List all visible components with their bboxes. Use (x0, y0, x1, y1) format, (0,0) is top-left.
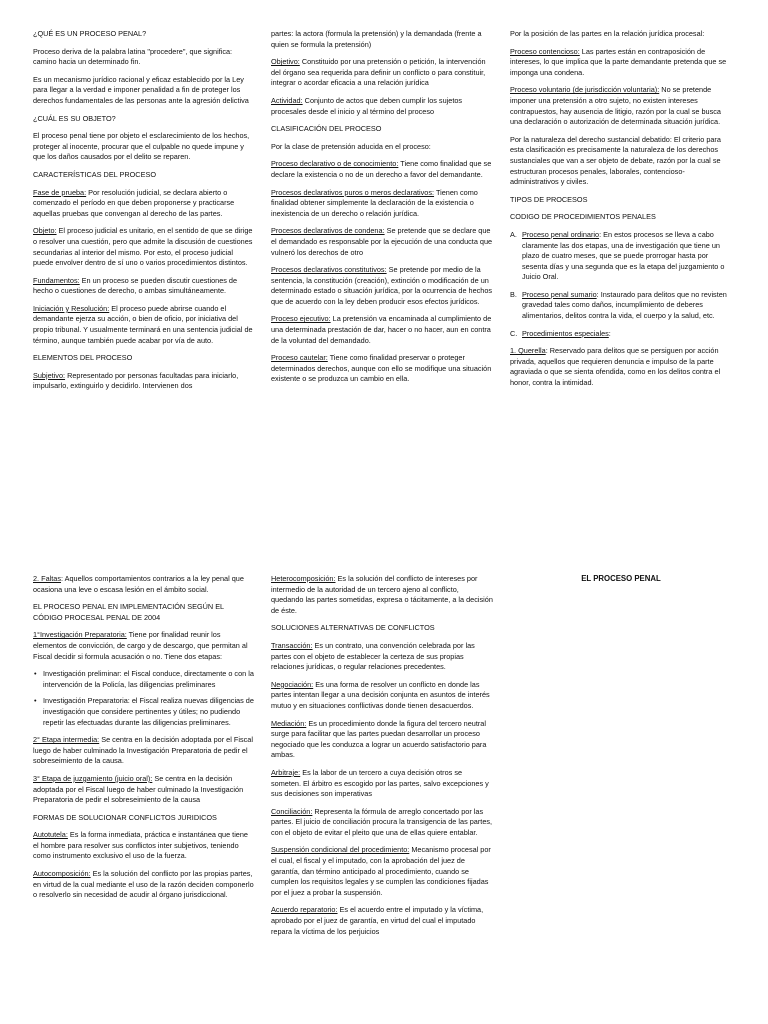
section-heading: ELEMENTOS DEL PROCESO (33, 353, 133, 363)
lettered-list (510, 230, 732, 339)
term-label: 1°Investigación Preparatoria: (33, 630, 127, 640)
term-definition: : Reservado para delitos que se persiguen por acción privada, aquellos que requieren denuncia e impulso de la parte agraviada o que se sienta ofendida, como en los delitos contra el honor, contra la intimidad. (510, 346, 721, 388)
labeled-paragraph (271, 574, 493, 616)
labeled-paragraph (33, 830, 255, 862)
labeled-paragraph (271, 641, 493, 673)
labeled-paragraph (271, 265, 493, 307)
term-definition: Se pretende que se declare que el demandado es responsable por la ejecución de una conducta que vulneró los derechos de otro (271, 226, 493, 257)
labeled-paragraph (271, 159, 493, 180)
section-heading: EL PROCESO PENAL EN IMPLEMENTACIÓN SEGÚN EL CÓDIGO PROCESAL PENAL DE 2004 (33, 602, 224, 622)
term-definition: Tiene por finalidad reunir los elementos de convicción, de cargo y de descargo, que permitan al Fiscal decidir si formula acusación o no. Tiene dos etapas: (33, 630, 248, 661)
labeled-paragraph (33, 774, 255, 806)
labeled-paragraph (271, 96, 493, 117)
list-item (510, 328, 732, 340)
term-definition: Por resolución judicial, se declara abierto o comenzado el período en que deben proponerse y practicarse aquellas pruebas que convengan al derecho de las partes. (33, 187, 235, 218)
term-label: Autocomposición: (33, 869, 91, 879)
section-heading: CARACTERÍSTICAS DEL PROCESO (33, 169, 156, 179)
term-label: Procesos declarativos constitutivos: (271, 265, 387, 275)
term-definition: Es un procedimiento donde la figura del tercero neutral surge para facilitar que las partes puedan desarrollar un proceso negociado que les conduzca a lograr un acuerdo satisfactorio para ambas. (271, 718, 487, 760)
labeled-paragraph (510, 85, 732, 127)
labeled-paragraph (33, 869, 255, 901)
term-definition: En un proceso se pueden discutir cuestiones de hecho o cuestiones de derecho, o ambas simultáneamente. (33, 275, 238, 296)
labeled-paragraph (33, 188, 255, 220)
section-heading: TIPOS DE PROCESOS (510, 194, 588, 204)
labeled-paragraph (510, 47, 732, 79)
term-definition: Representa la fórmula de arreglo concertado por las partes. El juicio de conciliación procura la transigencia de las partes, con el objeto de evitar el pleito que una de ellas quiere entablar. (271, 806, 493, 837)
labeled-paragraph (271, 768, 493, 800)
term-label: Transacción: (271, 640, 313, 650)
term-label: Proceso declarativo o de conocimiento: (271, 159, 399, 169)
term-label: Objetivo: (271, 57, 300, 67)
term-definition: Tiene como finalidad preservar o proteger determinados derechos, aunque con ello se modifique una situación existente o se produzca un cambio en ella. (271, 353, 492, 384)
labeled-paragraph (33, 735, 255, 767)
term-label: Procesos declarativos de condena: (271, 226, 385, 236)
term-label: Proceso ejecutivo: (271, 314, 331, 324)
labeled-paragraph (33, 304, 255, 346)
term-label: Autotutela: (33, 830, 68, 840)
labeled-paragraph (33, 574, 255, 595)
term-definition: Las partes están en contraposición de intereses, lo que implica que la parte demandante pretenda que se imponga una condena. (510, 46, 727, 77)
labeled-paragraph (271, 905, 493, 937)
labeled-paragraph (271, 807, 493, 839)
column-1 (33, 574, 255, 908)
term-definition: : En estos procesos se lleva a cabo claramente las dos etapas, una de investigación que tiene un plazo de cuatro meses, que se puede prorrogar hasta por sesenta días y una segunda que es la etapa del juzgamiento o Juicio Oral. (522, 229, 725, 282)
list-item (510, 229, 732, 283)
term-definition: Conjunto de actos que deben cumplir los sujetos procesales desde el inicio y al término del proceso (271, 95, 463, 116)
labeled-paragraph (271, 188, 493, 220)
term-definition: No se pretende imponer una pretensión a otro sujeto, no existen intereses contrapuestos, hay ausencia de litigio, razón por la cual se busca una declaración o autorización de determinada situación jurídica. (510, 85, 721, 127)
term-definition: El proceso puede abrirse cuando el demandante ejerza su acción, o bien de oficio, por iniciativa del propio tribunal. Y usualmente terminará en una sentencia judicial de término, aunque también puede acabar por vía de auto. (33, 303, 253, 345)
paragraph: Es un mecanismo jurídico racional y eficaz establecido por la Ley para llegar a la verdad e imponer penalidad a fin de proteger los derechos fundamentales de las personas ante la agresión delictiva (33, 74, 249, 105)
paragraph: El proceso penal tiene por objeto el esclarecimiento de los hechos, proteger al inocente, procurar que el culpable no quede impune y que los daños causados por el delito se reparen. (33, 131, 250, 162)
paragraph: Por la naturaleza del derecho sustancial debatido: El criterio para esta clasificación es precisamente la naturaleza de los derechos sustanciales que van a ser objeto de debate, razón por la cual se estructuran procesos penales, laborales, contencioso-administrativos y civiles. (510, 134, 721, 187)
term-label: Proceso penal ordinario (522, 229, 600, 239)
term-definition: Es la labor de un tercero a cuya decisión otros se someten. El árbitro es escogido por las partes, salvo excepciones y sus decisiones son imperativas (271, 767, 489, 799)
document-title: EL PROCESO PENAL (581, 574, 661, 583)
term-label: Procesos declarativos puros o meros declarativos: (271, 187, 435, 197)
column-2 (271, 29, 493, 392)
labeled-paragraph (271, 353, 493, 385)
term-label: Negociación: (271, 679, 314, 689)
term-definition: La pretensión va encaminada al cumplimiento de una determinada prestación de dar, hacer o no hacer, aun en contra de la voluntad del demandado. (271, 314, 492, 345)
paragraph: Por la posición de las partes en la relación jurídica procesal: (510, 29, 705, 38)
term-label: Arbitraje: (271, 767, 301, 777)
labeled-paragraph (271, 719, 493, 761)
section-heading: SOLUCIONES ALTERNATIVAS DE CONFLICTOS (271, 623, 435, 633)
list-marker: C. (510, 328, 518, 338)
labeled-paragraph (271, 680, 493, 712)
term-label: Subjetivo: (33, 370, 66, 380)
section-heading: CODIGO DE PROCEDIMIENTOS PENALES (510, 212, 656, 222)
labeled-paragraph (33, 226, 255, 268)
term-definition: El proceso judicial es unitario, en el sentido de que se dirige o resolver una cuestión, pero que admite la discusión de cuestiones secundarias al interior del mismo. Por esto, el proceso judicial puede envolver dentro de sí uno o varios procedimientos distintos. (33, 226, 253, 268)
labeled-paragraph (271, 226, 493, 258)
labeled-paragraph (271, 57, 493, 89)
term-label: Iniciación y Resolución: (33, 303, 110, 313)
section-heading: CLASIFICACIÓN DEL PROCESO (271, 124, 382, 134)
term-label: Proceso voluntario (de jurisdicción voluntaria): (510, 85, 660, 95)
list-item (510, 289, 732, 322)
term-definition: Es la forma inmediata, práctica e instantánea que tiene el hombre para resolver sus conflictos inter subjetivos, teniendo como instrumento exclusivo el uso de la fuerza. (33, 830, 248, 861)
bullet-list (33, 669, 255, 728)
list-marker: B. (510, 289, 517, 299)
term-definition: Constituido por una pretensión o petición, la intervención del órgano sea requerida para definir un conflicto o para constituir, integrar o acordar eficacia a una relación jurídica (271, 57, 486, 88)
term-label: Proceso contencioso: (510, 46, 580, 56)
page-bottom (0, 568, 768, 1024)
term-definition: Tienen como finalidad obtener simplemente la declaración de la existencia o inexistencia de un derecho o relación jurídica. (271, 187, 478, 218)
term-definition: Se pretende por medio de la sentencia, la constitución (creación), extinción o modificación de un determinado estado o situación jurídica, por la ocurrencia de hechos que de acuerdo con la ley deben producir esos efectos jurídicos. (271, 265, 493, 306)
term-definition: Es una forma de resolver un conflicto en donde las partes intentan llegar a una decisión conjunta en asuntos de interés mutuo y en situaciones conflictivas donde tienen desacuerdos. (271, 679, 490, 710)
term-label: Acuerdo reparatorio: (271, 905, 338, 915)
labeled-paragraph (271, 845, 493, 898)
column-1 (33, 29, 255, 399)
term-definition: Es un contrato, una convención celebrada por las partes con el objeto de establecer la certeza de sus propias relaciones jurídicas, o regular relaciones precedentes. (271, 640, 475, 672)
term-definition: Representado por personas facultadas para iniciarlo, impulsarlo, extinguirlo y decidirlo. Intervienen dos (33, 370, 239, 391)
term-label: Conciliación: (271, 806, 313, 816)
term-label: 1. Querella (510, 346, 546, 356)
term-definition: Es la solución del conflicto de intereses por intermedio de la autoridad de un tercero ajeno al conflicto, quedando las partes sometidas, expresa o tácitamente, a la decisión de éste. (271, 574, 493, 615)
term-definition: : Aquellos comportamientos contrarios a la ley penal que ocasiona una leve o escasa lesión en el ámbito social. (33, 574, 244, 594)
paragraph: partes: la actora (formula la pretensión) y la demandada (frente a quien se formula la pretensión) (271, 29, 482, 49)
column-3 (510, 29, 732, 396)
term-label: Procedimientos especiales (522, 328, 609, 338)
term-label: Heterocomposición: (271, 574, 336, 583)
list-marker: A. (510, 229, 517, 239)
paragraph: Proceso deriva de la palabra latina "procedere", que significa: camino hacia un determinado fin. (33, 46, 233, 67)
list-item: • Investigación preliminar: el Fiscal conduce, directamente o con la intervención de la Policía, las diligencias preliminares (43, 669, 255, 690)
labeled-paragraph (510, 346, 732, 388)
column-2 (271, 574, 493, 944)
term-label: 2. Faltas (33, 574, 61, 583)
term-definition: Es el acuerdo entre el imputado y la víctima, aprobado por el juez de garantía, en virtud del cual el imputado repara la víctima de los perjuicios (271, 905, 484, 936)
list-item: • Investigación Preparatoria: el Fiscal realiza nuevas diligencias de investigación que considere pertinentes y útiles; no pudiendo repetir las efectuadas durante las diligencias preliminares. (43, 696, 255, 728)
term-definition: Mecanismo procesal por el cual, el fiscal y el imputado, con la aprobación del juez de garantía, dan término anticipado al procedimiento, cuando se cumplen los requisitos legales y se cumplen las condiciones fijadas por el juez a probar la suspensión. (271, 845, 491, 897)
term-label: Proceso cautelar: (271, 353, 328, 363)
term-label: Proceso penal sumario (522, 289, 597, 299)
labeled-paragraph (33, 371, 255, 392)
term-definition: Es la solución del conflicto por las propias partes, en virtud de la cual mediante el uso de la razón deciden componerlo o resolverlo sin necesidad de acudir al órgano jurisdiccional. (33, 869, 254, 900)
column-3 (510, 574, 732, 585)
term-definition: Se centra en la decisión adoptada por el Fiscal luego de haber culminado la Investigación Preparatoria de pedir el sobreseimiento de la causa (33, 773, 244, 805)
labeled-paragraph (33, 276, 255, 297)
term-label: 2° Etapa intermedia: (33, 735, 100, 745)
term-definition: : Instaurado para delitos que no revisten gravedad tales como daños, incumplimiento de deberes alimentarios, delitos contra la vida, el cuerpo y la salud, etc. (522, 289, 727, 321)
labeled-paragraph (271, 314, 493, 346)
paragraph: Por la clase de pretensión aducida en el proceso: (271, 141, 431, 151)
term-label: Suspensión condicional del procedimiento: (271, 845, 410, 855)
labeled-paragraph (33, 630, 255, 662)
term-label: Actividad: (271, 95, 303, 105)
section-heading: FORMAS DE SOLUCIONAR CONFLICTOS JURIDICOS (33, 812, 217, 822)
term-definition: Se centra en la decisión adoptada por el Fiscal luego de haber culminado la Investigación Preparatoria de pedir el sobreseimiento de la causa. (33, 735, 253, 766)
term-label: Mediación: (271, 718, 307, 728)
term-label: Fundamentos: (33, 275, 80, 285)
term-definition: Tiene como finalidad que se declare la existencia o no de un derecho a favor del demandante. (271, 159, 492, 179)
term-label: 3° Etapa de juzgamiento (juicio oral): (33, 773, 153, 783)
section-heading: ¿CUÁL ES SU OBJETO? (33, 113, 116, 123)
term-label: Fase de prueba: (33, 187, 87, 197)
term-label: Objeto: (33, 226, 57, 236)
term-definition: : (608, 328, 611, 338)
section-heading: ¿QUÉ ES UN PROCESO PENAL? (33, 29, 147, 38)
